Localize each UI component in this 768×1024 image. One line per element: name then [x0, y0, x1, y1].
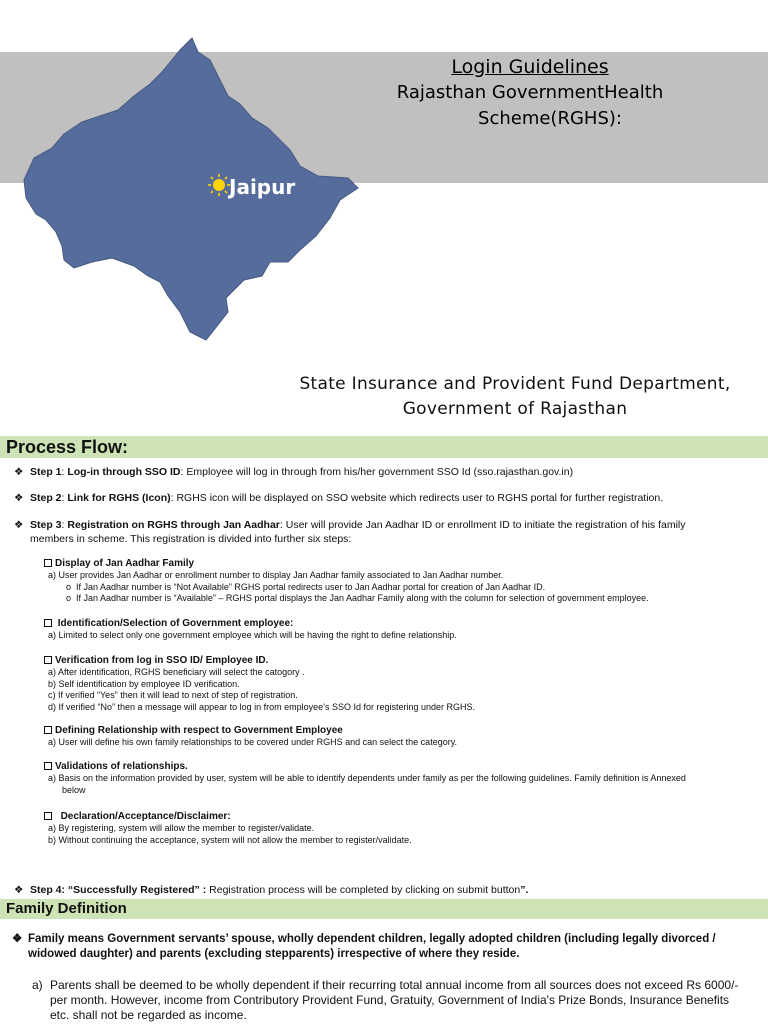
diamond-bullet-icon: ❖ — [14, 519, 24, 531]
substep-heading: Verification from log in SSO ID/ Employee ID. — [55, 655, 269, 666]
substep-line: a) By registering, system will allow the member to register/validate. — [48, 823, 315, 833]
scheme-title-line2: Scheme(RGHS): — [478, 108, 622, 129]
substep-line: a) User provides Jan Aadhar or enrollment number to display Jan Aadhar family associated to Jan Aadhar number. — [48, 570, 504, 580]
checkbox-bullet-icon — [44, 762, 52, 770]
checkbox-bullet-icon — [44, 619, 52, 627]
substep-relationship — [44, 724, 744, 749]
step-title: Registration on RGHS through Jan Aadhar — [67, 519, 280, 531]
substep-heading: Declaration/Acceptance/Disclaimer: — [60, 811, 231, 822]
step-text-continued: members in scheme. This registration is divided into further six steps: — [30, 533, 352, 545]
checkbox-bullet-icon — [44, 726, 52, 734]
substep-heading: Identification/Selection of Government employee: — [57, 618, 294, 629]
step-end: ”. — [520, 884, 529, 896]
substep-identification — [44, 617, 744, 642]
step-4 — [14, 883, 744, 897]
checkbox-bullet-icon — [44, 812, 52, 820]
substep-line: b) Self identification by employee ID verification. — [48, 678, 240, 689]
step-label: Step 1 — [30, 466, 62, 478]
step-label: Step 3 — [30, 519, 62, 531]
checkbox-bullet-icon — [44, 559, 52, 567]
substep-line: a) After identification, RGHS beneficiary will select the catogory . — [48, 667, 305, 677]
step-3: ❖ Step 3: Registration on RGHS through Jan Aadhar: User will provide Jan Aadhar ID or enrollment ID to initiate the registration of his family members in scheme. This registration is divided into further six steps: — [14, 518, 744, 546]
step-title: Log-in through SSO ID — [67, 466, 181, 478]
step-title: Link for RGHS (Icon) — [67, 492, 171, 504]
process-flow-heading: Process Flow: — [0, 436, 768, 458]
step-text: Registration process will be completed by clicking on submit button — [206, 884, 521, 896]
substep-line: a) Basis on the information provided by user, system will be able to identify dependents under family as per the following guidelines. Family definition is Annexed — [48, 773, 686, 783]
substep-heading: Display of Jan Aadhar Family — [55, 558, 195, 569]
family-paragraph — [32, 978, 742, 1023]
substep-verification — [44, 654, 744, 713]
substep-line: c) If verified “Yes” then it will lead to next of step of registration. — [48, 690, 298, 701]
substep-display-family — [44, 557, 744, 605]
diamond-bullet-icon: ❖ — [14, 492, 24, 504]
substep-validations: Validations of relationships. a) Basis on the information provided by user, system will be able to identify dependents under family as per the following guidelines. Family definition is Annexed below — [44, 760, 744, 796]
rajasthan-map — [0, 0, 370, 350]
department-line1: State Insurance and Provident Fund Department, — [299, 374, 731, 394]
substep-declaration — [44, 810, 744, 846]
step-2: ❖ Step 2: Link for RGHS (Icon): RGHS icon will be displayed on SSO website which redirects user to RGHS portal for further registration. — [14, 492, 664, 504]
page-title: Login Guidelines — [451, 56, 609, 78]
substep-line: a) User will define his own family relationships to be covered under RGHS and can select the category. — [48, 737, 458, 747]
diamond-bullet-icon: ❖ — [14, 884, 24, 896]
step-text: : User will provide Jan Aadhar ID or enrollment ID to initiate the registration of his family — [279, 519, 686, 531]
map-city-label: Jaipur — [229, 175, 296, 199]
para-label: a) — [32, 978, 43, 992]
department-name — [250, 372, 768, 422]
diamond-bullet-icon: ❖ — [14, 466, 24, 478]
diamond-bullet-icon: ❖ — [12, 933, 23, 945]
family-definition-heading: Family Definition — [0, 899, 768, 919]
substep-line: below — [62, 784, 86, 795]
step-text: : Employee will log in through from his/her government SSO Id (sso.rajasthan.gov.in) — [180, 466, 574, 478]
substep-line: a) Limited to select only one government employee which will be having the right to define relationship. — [48, 630, 457, 640]
family-bullet — [12, 932, 752, 962]
substep-line: d) If verified “No” then a message will appear to log in from employee’s SSO Id for registering under RGHS. — [48, 701, 476, 712]
para-text: Parents shall be deemed to be wholly dependent if their recurring total annual income from all sources does not exceed Rs 6000/- per month. However, income from Contributory Provident Fund, Gratuity, Government of India's Prize Bonds, Insurance Benefits etc. shall not be regarded as income. — [50, 978, 739, 1022]
step-label: Step 4: “Successfully Registered” : — [30, 884, 207, 896]
step-label: Step 2 — [30, 492, 62, 504]
department-line2: Government of Rajasthan — [402, 399, 628, 419]
scheme-title-line1: Rajasthan GovernmentHealth — [396, 82, 664, 103]
family-bullet-text: Family means Government servants’ spouse, wholly dependent children, legally adopted children (including legally divorced / widowed daughter) and parents (excluding stepparents) irrespective of where they reside. — [28, 933, 716, 960]
substep-heading: Defining Relationship with respect to Government Employee — [55, 725, 343, 736]
substep-line: o If Jan Aadhar number is “Not Available” RGHS portal redirects user to Jan Aadhar portal for creation of Jan Aadhar ID. — [66, 581, 546, 592]
title-block — [380, 54, 680, 132]
substep-heading: Validations of relationships — [55, 761, 186, 772]
step-1: ❖ Step 1: Log-in through SSO ID: Employee will log in through from his/her government SSO Id (sso.rajasthan.gov.in) — [14, 466, 574, 478]
checkbox-bullet-icon — [44, 656, 52, 664]
rajasthan-state-shape — [24, 38, 358, 340]
step-text: : RGHS icon will be displayed on SSO website which redirects user to RGHS portal for further registration. — [170, 492, 664, 504]
substep-line: b) Without continuing the acceptance, system will not allow the member to register/validate. — [48, 834, 412, 845]
substep-line: o If Jan Aadhar number is “Available” – RGHS portal displays the Jan Aadhar Family along with the column for selection of government employee. — [66, 593, 649, 604]
